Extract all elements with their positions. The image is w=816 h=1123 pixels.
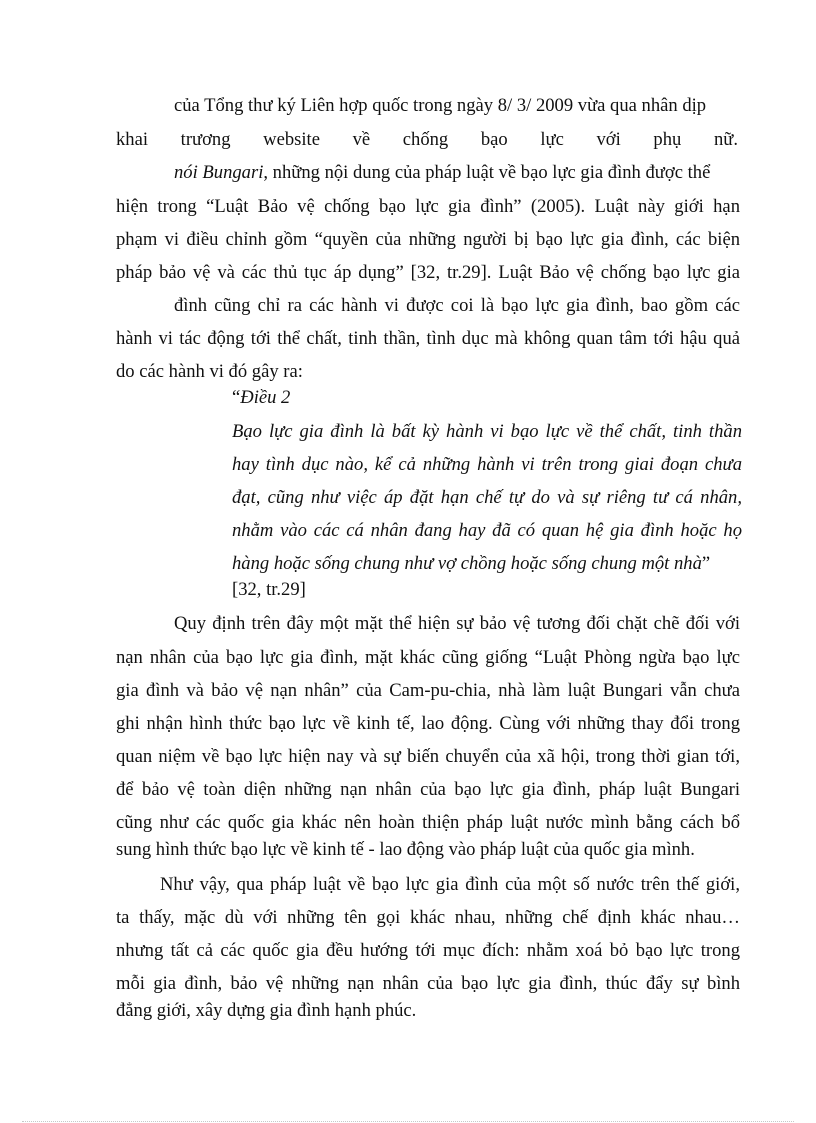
text-span: của Tổng thư ký Liên hợp quốc trong ngày 8/ 3/ 2009 vừa qua nhân dịp: [174, 95, 707, 116]
quote-line: [232, 519, 742, 543]
country-name: nói Bungari: [174, 162, 264, 183]
text-line: [116, 360, 740, 384]
text-line: [116, 261, 740, 285]
text-line: [174, 161, 740, 185]
page-bottom-divider: [22, 1121, 794, 1122]
citation: [232, 578, 816, 602]
text-span: để bảo vệ toàn diện những nạn nhân của bạo lực gia đình, pháp luật Bungari: [116, 779, 740, 800]
text-span: do các hành vi đó gây ra:: [116, 361, 303, 382]
text-span: đạt, cũng như việc áp đặt hạn chế tự do và sự riêng tư cá nhân,: [232, 487, 742, 508]
text-span: , những nội dung của pháp luật về bạo lực gia đình được thể: [263, 162, 711, 183]
text-line: [116, 679, 740, 703]
article-title: Điều 2: [240, 387, 291, 408]
text-line: [174, 612, 740, 636]
text-span: nạn nhân của bạo lực gia đình, mặt khác cũng giống “Luật Phòng ngừa bạo lực: [116, 647, 740, 668]
text-span: mỗi gia đình, bảo vệ những nạn nhân của bạo lực gia đình, thúc đẩy sự bình: [116, 973, 740, 994]
text-span: ghi nhận hình thức bạo lực về kinh tế, lao động. Cùng với những thay đổi trong: [116, 713, 740, 734]
text-span: nhưng tất cả các quốc gia đều hướng tới mục đích: nhằm xoá bỏ bạo lực trong: [116, 940, 740, 961]
text-span: Quy định trên đây một mặt thể hiện sự bảo vệ tương đối chặt chẽ đối với: [174, 613, 740, 634]
text-line: [116, 838, 740, 862]
quote-line: [232, 453, 742, 477]
text-span: hành vi tác động tới thể chất, tinh thần, tình dục mà không quan tâm tới hậu quả: [116, 328, 740, 349]
close-quote: ”: [701, 553, 711, 574]
text-span: phạm vi điều chỉnh gồm “quyền của những người bị bạo lực gia đình, các biện: [116, 229, 740, 250]
text-span: cũng như các quốc gia khác nên hoàn thiện pháp luật nước mình bằng cách bổ: [116, 812, 740, 833]
text-span: hiện trong “Luật Bảo vệ chống bạo lực gia đình” (2005). Luật này giới hạn: [116, 196, 740, 217]
text-span: gia đình và bảo vệ nạn nhân” của Cam-pu-chia, nhà làm luật Bungari vẫn chưa: [116, 680, 740, 701]
text-line: [116, 327, 740, 351]
open-quote: “: [232, 387, 241, 408]
text-line: [174, 294, 740, 318]
quote-line: [232, 486, 742, 510]
text-line: [116, 646, 740, 670]
text-span: Như vậy, qua pháp luật về bạo lực gia đình của một số nước trên thế giới,: [160, 874, 740, 895]
text-span: khai trương website về chống bạo lực với phụ nữ.: [116, 129, 738, 150]
text-line: [116, 128, 738, 152]
text-span: đình cũng chỉ ra các hành vi được coi là bạo lực gia đình, bao gồm các: [174, 295, 740, 316]
text-line: [116, 712, 740, 736]
text-span: pháp bảo vệ và các thủ tục áp dụng” [32, tr.29]. Luật Bảo vệ chống bạo lực gia: [116, 262, 740, 283]
text-span: hay tình dục nào, kể cả những hành vi trên trong giai đoạn chưa: [232, 454, 742, 475]
text-line: [160, 873, 740, 897]
text-line: [116, 811, 740, 835]
text-line: [116, 778, 740, 802]
text-line: [116, 195, 740, 219]
text-span: hàng hoặc sống chung như vợ chồng hoặc sống chung một nhà: [232, 553, 702, 574]
text-line: [116, 906, 740, 930]
text-line: [116, 745, 740, 769]
quote-heading: [232, 386, 742, 410]
text-line: [116, 999, 740, 1023]
text-span: sung hình thức bạo lực về kinh tế - lao động vào pháp luật của quốc gia mình.: [116, 839, 695, 860]
text-span: ta thấy, mặc dù với những tên gọi khác nhau, những chế định khác nhau…: [116, 907, 740, 928]
text-span: Bạo lực gia đình là bất kỳ hành vi bạo lực về thể chất, tinh thần: [232, 421, 742, 442]
text-line: [116, 228, 740, 252]
quote-line: [232, 420, 742, 444]
text-line: [116, 939, 740, 963]
quote-line: [232, 552, 742, 576]
text-line: [174, 94, 742, 118]
text-span: đẳng giới, xây dựng gia đình hạnh phúc.: [116, 1000, 417, 1021]
text-span: [32, tr.29]: [232, 579, 306, 600]
text-line: [116, 972, 740, 996]
text-span: nhằm vào các cá nhân đang hay đã có quan hệ gia đình hoặc họ: [232, 520, 742, 541]
text-span: quan niệm về bạo lực hiện nay và sự biến chuyển của xã hội, trong thời gian tới,: [116, 746, 740, 767]
